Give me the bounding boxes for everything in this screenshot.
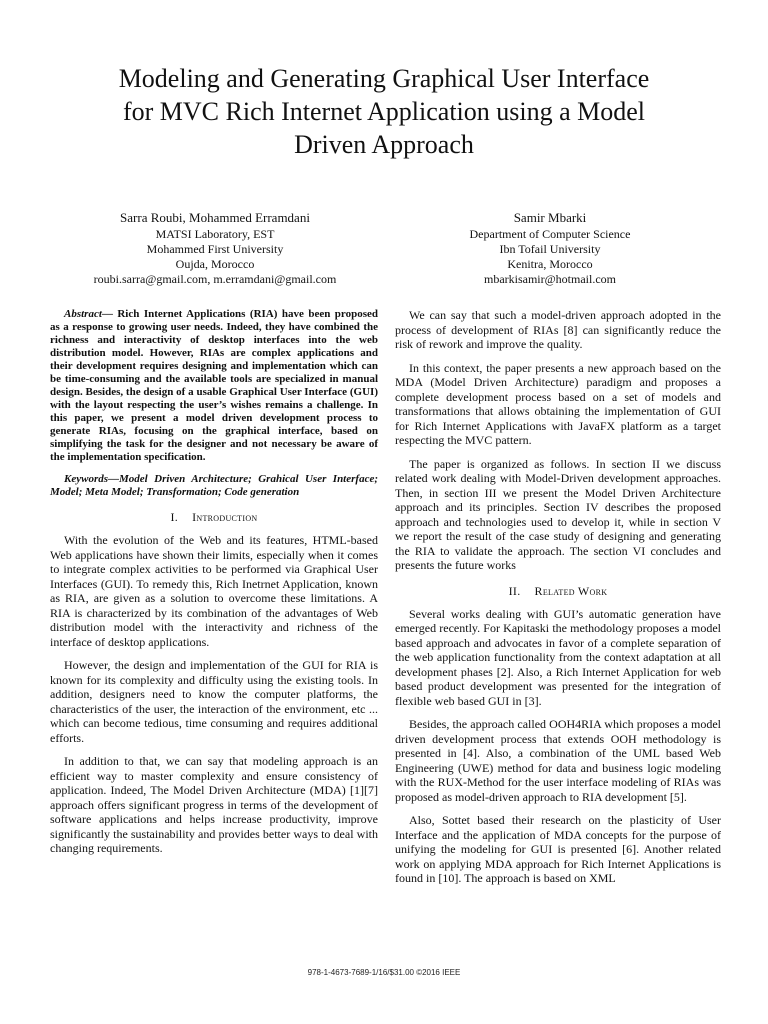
paragraph: Besides, the approach called OOH4RIA which proposes a model driven development process that extends OOH methodology is presented in [4]. Also, a combination of the UML based Web Engineering (UWE) method for data and business logic modeling with the RUX-Method for the user interface modeling of RIAs was proposed as model-driven approach to RIA development [5]. [395, 717, 721, 804]
paragraph: However, the design and implementation of the GUI for RIA is known for its complexity and difficulty using the existing tools. In addition, designers need to know the computer platforms, the characteristics of the user, the interaction of the environment, etc ... which can become tedious, time consuming and requires additional efforts. [50, 658, 378, 745]
paragraph: Several works dealing with GUI’s automatic generation have emerged recently. For Kapitaski the methodology proposes a model based approach and advocates in favor of a complete separation of the web application functionality from the context adaptation at all development phases [2]. Also, a Rich Internet Application for web based product development was presented for the integration of flexible web based GUI in [3]. [395, 606, 721, 708]
section-heading-related-work [395, 583, 721, 599]
section-heading-introduction [50, 509, 378, 525]
author-email: roubi.sarra@gmail.com, m.erramdani@gmail.com [93, 272, 337, 286]
title-line: Modeling and Generating Graphical User Interface [118, 64, 650, 93]
author-affiliation: Department of Computer Science [469, 227, 631, 241]
paragraph: In addition to that, we can say that modeling approach is an efficient way to master complexity and ensure consistency of application. Indeed, The Model Driven Architecture (MDA) [1][7] approach offers significant progress in terms of the development of software applications and helps increase productivity, improve significantly the sustainability and provides better ways to deal with changing requirements. [50, 754, 378, 855]
author-names: Samir Mbarki [513, 210, 587, 225]
author-block-left [50, 208, 380, 287]
paper-title [40, 62, 728, 161]
author-email: mbarkisamir@hotmail.com [483, 272, 617, 286]
keywords: Keywords—Model Driven Architecture; Grahical User Interface; Model; Meta Model; Transformation; Code generation [50, 473, 378, 498]
author-block-right [400, 208, 700, 287]
abstract-label: Abstract [64, 308, 102, 320]
author-university: Ibn Tofail University [499, 242, 601, 256]
section-title: Introduction [192, 510, 258, 524]
title-line: Driven Approach [294, 130, 474, 159]
title-line: for MVC Rich Internet Application using a Model [122, 97, 646, 126]
paragraph: Also, Sottet based their research on the plasticity of User Interface and the application of MDA concepts for the purpose of unifying the modeling for GUI is presented [6]. Another related work on applying MDA approach for Rich Internet Applications is found in [10]. The approach is based on XML [395, 813, 721, 885]
paragraph: We can say that such a model-driven approach adopted in the process of development of RIAs [8] can significantly reduce the risk of rework and improve the quality. [395, 308, 721, 351]
author-university: Mohammed First University [146, 242, 284, 256]
section-title: Related Work [534, 583, 608, 598]
left-column [50, 308, 378, 865]
author-location: Kenitra, Morocco [507, 257, 593, 271]
paragraph: The paper is organized as follows. In section II we discuss related work dealing with Model-Driven development approaches. Then, in section III we present the Model Driven Architecture approach and its principles. Section IV describes the proposed approach and technologies used to develop it, while in section V we report the result of the case study of designing and generating the RIA to validate the approach. The section VI concludes and presents the future works [395, 456, 721, 572]
copyright-footer: 978-1-4673-7689-1/16/$31.00 ©2016 IEEE [307, 968, 461, 977]
right-column [395, 308, 721, 895]
abstract-text: — Rich Internet Applications (RIA) have been proposed as a response to growing user needs. Indeed, they have combined the richness and interactivity of desktop interfaces into the web distribution model. However, RIAs are complex applications and their development requires designing and implementation which can be time-consuming and the available tools are specialized in manual design. Besides, the design of a usable Graphical User Interface (GUI) with the layout respecting the user’s wishes remains a challenge. In this paper, we present a model driven development process to generate RIAs, focusing on the graphical interface, based on simplifying the task for the designer and not necessary be aware of the implementation specification. [50, 308, 378, 463]
author-names: Sarra Roubi, Mohammed Erramdani [120, 210, 310, 225]
abstract [50, 308, 378, 464]
paragraph: In this context, the paper presents a new approach based on the MDA (Model Driven Architecture) paradigm and proposes a complete development process based on a set of models and transformations that allows obtaining the implementation of GUI for Rich Internet Applications with JavaFX platform as a target respecting the MVC pattern. [395, 360, 721, 447]
section-number: I. [170, 510, 179, 524]
section-number: II. [508, 583, 521, 598]
author-location: Oujda, Morocco [175, 257, 255, 271]
author-affiliation: MATSI Laboratory, EST [155, 227, 275, 241]
paragraph: With the evolution of the Web and its features, HTML-based Web applications have shown their limits, especially when it comes to integrate complex activities to be performed via Graphical User Interfaces (GUI). To remedy this, Rich Inetrnet Application, known as RIA, are given as a solution to overcome these limitations. A RIA is characterized by its combination of the advantages of Web distribution model with the interactivity and richness of the interface of desktop applications. [50, 533, 378, 649]
